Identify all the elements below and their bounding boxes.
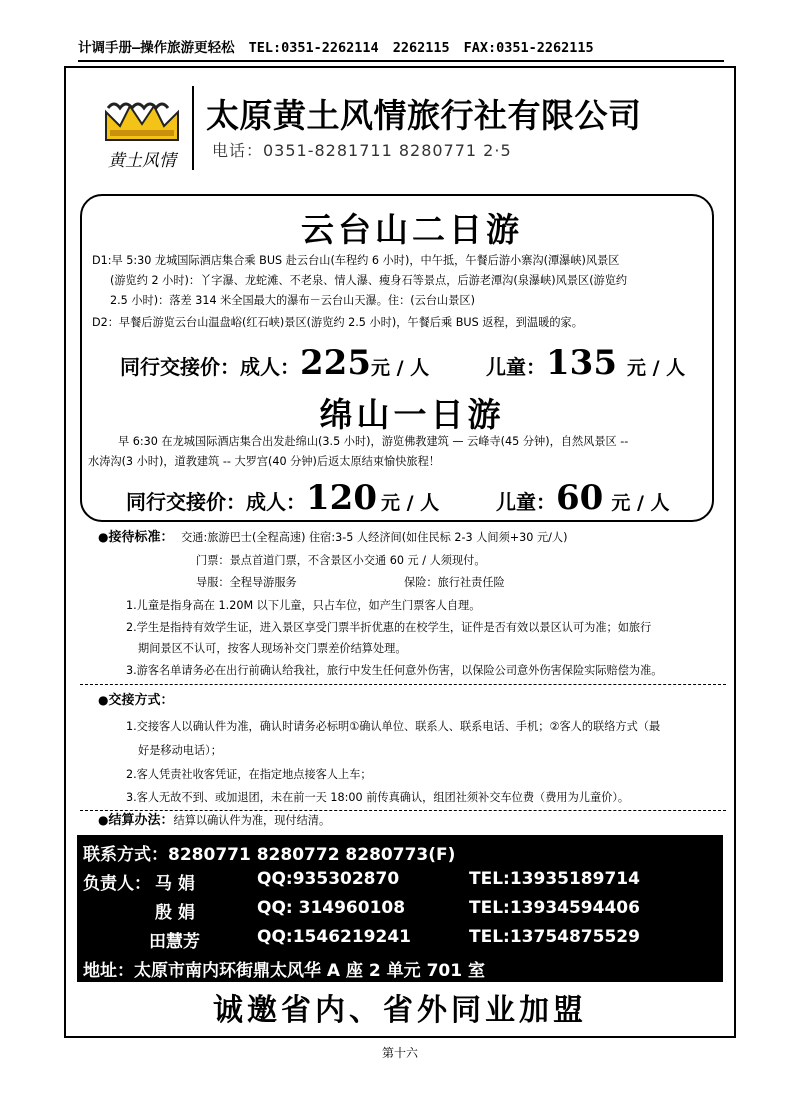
header-slogan: 计调手册—操作旅游更轻松 bbox=[78, 40, 235, 56]
standard-heading-row bbox=[98, 527, 567, 548]
contact-resp-label: 负责人： bbox=[83, 874, 151, 894]
company-logo bbox=[100, 86, 184, 176]
standard-line1: 交通:旅游巴士(全程高速) 住宿:3-5 人经济间(如住民标 2-3 人间须+30 元/人) bbox=[181, 531, 568, 544]
handover-line3: 2.客人凭责社收客凭证，在指定地点接客人上车； bbox=[126, 768, 372, 781]
header-fax: FAX:0351-2262115 bbox=[463, 40, 594, 56]
tour1-child-label: 儿童： bbox=[486, 355, 546, 379]
tour1-d1-line3: 2.5 小时)：落差 314 米全国最大的瀑布－云台山天瀑。住：(云台山景区) bbox=[110, 294, 475, 307]
handover-line1: 1.交接客人以确认件为准，确认时请务必标明①确认单位、联系人、联系电话、手机；②客人的联络方式（最 bbox=[126, 720, 661, 733]
join-slogan: 诚邀省内、省外同业加盟 bbox=[213, 993, 587, 1028]
company-phone-line bbox=[212, 138, 512, 161]
logo-text: 黄土风情 bbox=[108, 151, 176, 171]
tour1-title: 云台山二日游 bbox=[301, 210, 523, 249]
settlement-text: 结算以确认件为准，现付结清。 bbox=[173, 814, 331, 827]
contact-p1-name: 马 娟 bbox=[155, 874, 195, 894]
tour1-d2-line1: D2：早餐后游览云台山温盘峪(红石峡)景区(游览约 2.5 小时)，午餐后乘 BUS 返程，到温暖的家。 bbox=[92, 316, 583, 329]
tour2-child-unit: 元 / 人 bbox=[611, 492, 670, 514]
handover-bullet-icon: ● bbox=[98, 693, 109, 707]
handover-heading-row bbox=[98, 690, 174, 711]
contact-p2-tel: TEL:13934594406 bbox=[469, 898, 640, 918]
contact-block bbox=[77, 835, 723, 982]
tour1-d1-line1: D1:早 5:30 龙城国际酒店集合乘 BUS 赴云台山(车程约 6 小时)，中午抵，午餐后游小寨沟(潭瀑峡)风景区 bbox=[92, 254, 620, 267]
header-rule bbox=[78, 60, 724, 62]
tour2-price-label: 同行交接价：成人： bbox=[126, 490, 306, 514]
tour2-adult-price bbox=[126, 478, 439, 518]
contact-p3-name: 田慧芳 bbox=[149, 932, 200, 952]
contact-p1-qq: QQ:935302870 bbox=[257, 869, 400, 889]
contact-p2-name: 殷 娟 bbox=[155, 903, 195, 923]
contact-address: 地址：太原市南内环街鼎太风华 A 座 2 单元 701 室 bbox=[83, 961, 485, 981]
standard-heading: 接待标准： bbox=[108, 530, 174, 545]
contact-line: 联系方式：8280771 8280772 8280773(F) bbox=[83, 845, 456, 865]
section-divider-1 bbox=[80, 684, 726, 685]
tour2-adult-value: 120 bbox=[306, 478, 377, 518]
tour1-child-price bbox=[486, 343, 685, 383]
logo-divider bbox=[192, 86, 194, 170]
tour2-line1: 早 6:30 在龙城国际酒店集合出发赴绵山(3.5 小时)，游览佛教建筑 — 云峰寺(45 分钟)，自然风景区 -- bbox=[118, 435, 629, 448]
standard-line3b: 保险：旅行社责任险 bbox=[404, 576, 505, 589]
tour2-child-value: 60 bbox=[556, 478, 604, 518]
handover-line2: 好是移动电话）； bbox=[138, 744, 222, 757]
contact-p3-tel: TEL:13754875529 bbox=[469, 927, 640, 947]
standard-line4: 1.儿童是指身高在 1.20M 以下儿童，只占车位，如产生门票客人自理。 bbox=[126, 599, 481, 612]
settlement-heading: 结算办法： bbox=[108, 813, 174, 828]
contact-p3-qq: QQ:1546219241 bbox=[257, 927, 411, 947]
standard-line2: 门票：景点首道门票，不含景区小交通 60 元 / 人须现付。 bbox=[196, 554, 486, 567]
standard-bullet-icon: ● bbox=[98, 530, 109, 544]
standard-line7: 3.游客名单请务必在出行前确认给我社，旅行中发生任何意外伤害，以保险公司意外伤害保险实际赔偿为准。 bbox=[126, 664, 663, 677]
contact-p1-tel: TEL:13935189714 bbox=[469, 869, 640, 889]
tour1-adult-unit: 元 / 人 bbox=[370, 357, 430, 379]
tour1-d1-line2: (游览约 2 小时)：丫字瀑、龙蛇滩、不老泉、情人瀑、瘦身石等景点，后游老潭沟(泉瀑峡)风景区(游览约 bbox=[110, 274, 628, 287]
tour2-line2: 水涛沟(3 小时)，道教建筑 -- 大罗宫(40 分钟)后返太原结束愉快旅程！ bbox=[88, 455, 440, 468]
tour1-adult-price bbox=[120, 343, 429, 383]
header-bar bbox=[78, 36, 724, 60]
settlement-bullet-icon: ● bbox=[98, 813, 109, 827]
page-number: 第十六 bbox=[381, 1046, 418, 1060]
company-name: 太原黄土风情旅行社有限公司 bbox=[206, 96, 642, 135]
tour1-adult-value: 225 bbox=[300, 343, 371, 383]
standard-line5: 2.学生是指持有效学生证，进入景区享受门票半折优惠的在校学生，证件是否有效以景区认可为准；如旅行 bbox=[126, 621, 652, 634]
handover-heading: 交接方式： bbox=[108, 693, 174, 708]
company-phone: 电话：0351-8281711 8280771 2·5 bbox=[212, 141, 512, 160]
handover-line4: 3.客人无故不到、或加退团，未在前一天 18:00 前传真确认，组团社须补交车位费（费用为儿童价）。 bbox=[126, 791, 630, 804]
contact-p2-qq: QQ: 314960108 bbox=[257, 898, 406, 918]
settlement-row bbox=[98, 810, 330, 831]
header-tel: TEL:0351-2262114 bbox=[248, 40, 379, 56]
tour1-child-unit: 元 / 人 bbox=[626, 357, 686, 379]
standard-line6: 期间景区不认可，按客人现场补交门票差价结算处理。 bbox=[138, 642, 407, 655]
tour2-child-label: 儿童： bbox=[496, 490, 556, 514]
tour1-child-value: 135 bbox=[546, 343, 617, 383]
tour2-child-price bbox=[496, 478, 670, 518]
tour1-price-label: 同行交接价：成人： bbox=[120, 355, 300, 379]
tour2-title: 绵山一日游 bbox=[319, 395, 505, 434]
standard-line3a: 导服：全程导游服务 bbox=[196, 576, 297, 589]
header-tel2: 2262115 bbox=[392, 40, 450, 56]
tour2-adult-unit: 元 / 人 bbox=[380, 492, 440, 514]
